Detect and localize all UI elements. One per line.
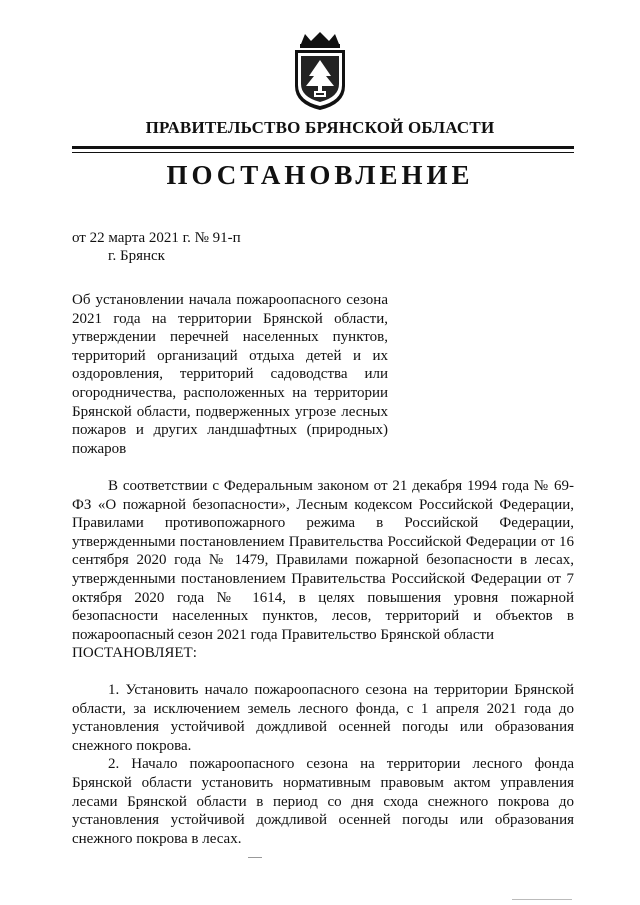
- header-rule-thick: [72, 146, 574, 149]
- header-rule-thin: [72, 152, 574, 153]
- document-date-number: от 22 марта 2021 г. № 91-п: [72, 230, 241, 246]
- footer-dash: [248, 857, 262, 858]
- decree-word: ПОСТАНОВЛЯЕТ:: [72, 645, 197, 662]
- preamble-paragraph: В соответствии с Федеральным законом от 21 декабря 1994 года № 69-ФЗ «О пожарной безопасности», Лесным кодексом Российской Федерации, Правилами противопожарного режима в Российской Федерации, утвержденными постановлением Правительства Российской Федерации от 16 сентября 2020 года № 1479, Правилами пожарной безопасности в лесах, утвержденными постановлением Правительства Российской Федерации от 7 октября 2020 года № 1614, в целях повышения уровня пожарной безопасности населенных пунктов, лесов, территорий и объектов в пожароопасный сезон 2021 года Правительство Брянской области: [72, 478, 574, 643]
- bryansk-coat-of-arms-icon: [287, 30, 353, 112]
- document-subject: Об установлении начала пожароопасного сезона 2021 года на территории Брянской области, утверждении перечней населенных пунктов, территорий организаций отдыха детей и их оздоровления, территорий садоводства или огородничества, расположенных на территории Брянской области, подверженных угрозе лесных пожаров и других ландшафтных (природных) пожаров: [72, 292, 388, 457]
- decree-item-1: 1. Установить начало пожароопасного сезона на территории Брянской области, за исключением земель лесного фонда, с 1 апреля 2021 года до установления устойчивой дождливой осенней погоды или образования снежного покрова.: [72, 681, 574, 754]
- document-type-heading: ПОСТАНОВЛЕНИЕ: [166, 160, 474, 190]
- document-body: [72, 477, 574, 848]
- decree-item-2: 2. Начало пожароопасного сезона на территории лесного фонда Брянской области установить нормативным правовым актом управления лесами Брянской области в период со дня схода снежного покрова до установления устойчивой дождливой осенней погоды или образования снежного покрова в лесах.: [72, 756, 574, 847]
- document-city: г. Брянск: [108, 248, 165, 264]
- paragraph-gap: [72, 663, 574, 681]
- scan-edge-mark: [512, 899, 572, 900]
- organization-title: ПРАВИТЕЛЬСТВО БРЯНСКОЙ ОБЛАСТИ: [145, 118, 495, 137]
